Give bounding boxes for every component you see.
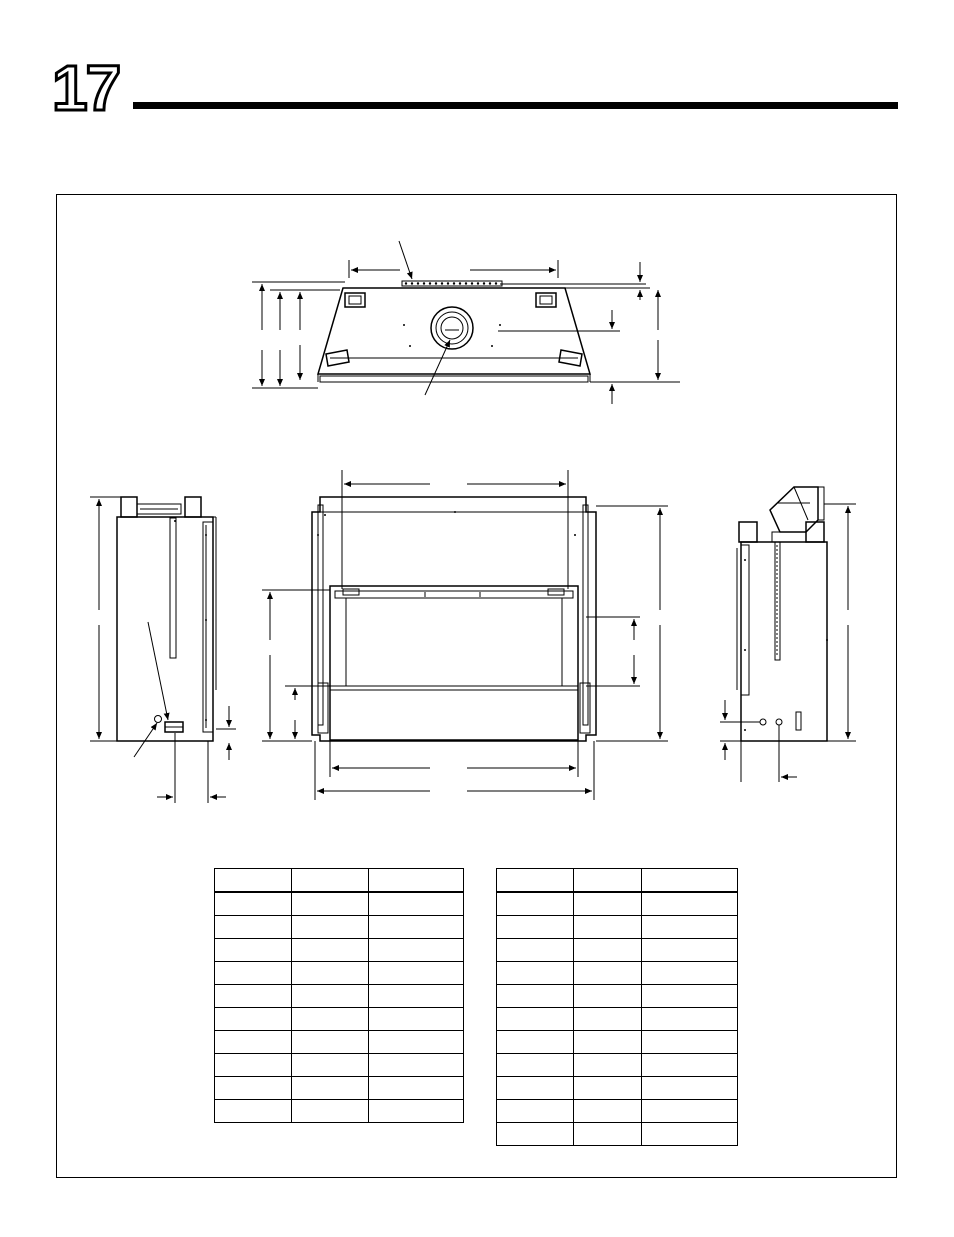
table-row	[215, 1054, 464, 1077]
table-cell	[642, 962, 738, 985]
table-cell	[369, 962, 464, 985]
table-cell	[292, 869, 369, 893]
table-cell	[292, 962, 369, 985]
table-cell	[369, 1077, 464, 1100]
page-number: 17	[52, 52, 120, 124]
table-cell	[497, 939, 574, 962]
table-cell	[642, 1123, 738, 1146]
table-cell	[215, 939, 292, 962]
top-view	[252, 241, 680, 404]
table-row	[215, 962, 464, 985]
table-cell	[497, 985, 574, 1008]
table-cell	[574, 939, 642, 962]
table-cell	[642, 1077, 738, 1100]
table-cell	[215, 892, 292, 916]
table-row	[215, 892, 464, 916]
spec-table-right	[496, 868, 738, 1146]
table-cell	[574, 962, 642, 985]
table-cell	[642, 916, 738, 939]
table-cell	[292, 1100, 369, 1123]
table-cell	[292, 892, 369, 916]
table-row	[215, 1008, 464, 1031]
table-row	[497, 962, 738, 985]
left-side-view	[90, 497, 236, 803]
table-row	[215, 985, 464, 1008]
table-cell	[642, 1100, 738, 1123]
table-cell	[215, 962, 292, 985]
table-cell	[497, 962, 574, 985]
front-view	[262, 470, 668, 800]
spec-table-left	[214, 868, 464, 1123]
table-row	[497, 1123, 738, 1146]
table-cell	[292, 1008, 369, 1031]
table-cell	[497, 1031, 574, 1054]
table-cell	[369, 1008, 464, 1031]
table-cell	[292, 1054, 369, 1077]
table-cell	[369, 1031, 464, 1054]
table-cell	[369, 985, 464, 1008]
table-cell	[215, 1008, 292, 1031]
table-cell	[369, 869, 464, 893]
table-row	[497, 892, 738, 916]
table-cell	[215, 869, 292, 893]
table-cell	[369, 916, 464, 939]
table-row	[497, 939, 738, 962]
table-row	[497, 1054, 738, 1077]
table-cell	[574, 869, 642, 893]
table-cell	[642, 1031, 738, 1054]
right-side-view	[720, 487, 856, 782]
table-cell	[574, 1100, 642, 1123]
table-row	[497, 1031, 738, 1054]
table-cell	[642, 869, 738, 893]
table-cell	[292, 916, 369, 939]
table-cell	[369, 1054, 464, 1077]
table-row	[215, 869, 464, 893]
table-cell	[497, 892, 574, 916]
table-row	[215, 1077, 464, 1100]
table-cell	[574, 1077, 642, 1100]
table-cell	[574, 1054, 642, 1077]
table-row	[497, 1077, 738, 1100]
table-cell	[497, 1123, 574, 1146]
table-row	[497, 985, 738, 1008]
table-cell	[215, 1031, 292, 1054]
table-cell	[497, 1100, 574, 1123]
table-cell	[369, 1100, 464, 1123]
table-cell	[574, 916, 642, 939]
table-cell	[642, 939, 738, 962]
table-cell	[574, 1008, 642, 1031]
table-row	[215, 1100, 464, 1123]
table-cell	[369, 939, 464, 962]
table-cell	[497, 1054, 574, 1077]
table-row	[215, 1031, 464, 1054]
table-cell	[574, 1123, 642, 1146]
table-cell	[215, 1077, 292, 1100]
table-cell	[369, 892, 464, 916]
table-cell	[642, 1008, 738, 1031]
table-cell	[215, 985, 292, 1008]
table-cell	[292, 939, 369, 962]
table-cell	[497, 916, 574, 939]
table-cell	[497, 1008, 574, 1031]
table-row	[497, 1008, 738, 1031]
table-cell	[642, 1054, 738, 1077]
table-cell	[497, 1077, 574, 1100]
table-row	[215, 916, 464, 939]
table-cell	[215, 1100, 292, 1123]
table-cell	[574, 892, 642, 916]
table-cell	[497, 869, 574, 893]
table-cell	[642, 985, 738, 1008]
table-cell	[574, 1031, 642, 1054]
table-row	[215, 939, 464, 962]
table-cell	[574, 985, 642, 1008]
table-cell	[215, 1054, 292, 1077]
table-row	[497, 1100, 738, 1123]
table-row	[497, 916, 738, 939]
table-row	[497, 869, 738, 893]
table-cell	[292, 1031, 369, 1054]
table-cell	[292, 1077, 369, 1100]
table-cell	[642, 892, 738, 916]
table-cell	[215, 916, 292, 939]
table-cell	[292, 985, 369, 1008]
